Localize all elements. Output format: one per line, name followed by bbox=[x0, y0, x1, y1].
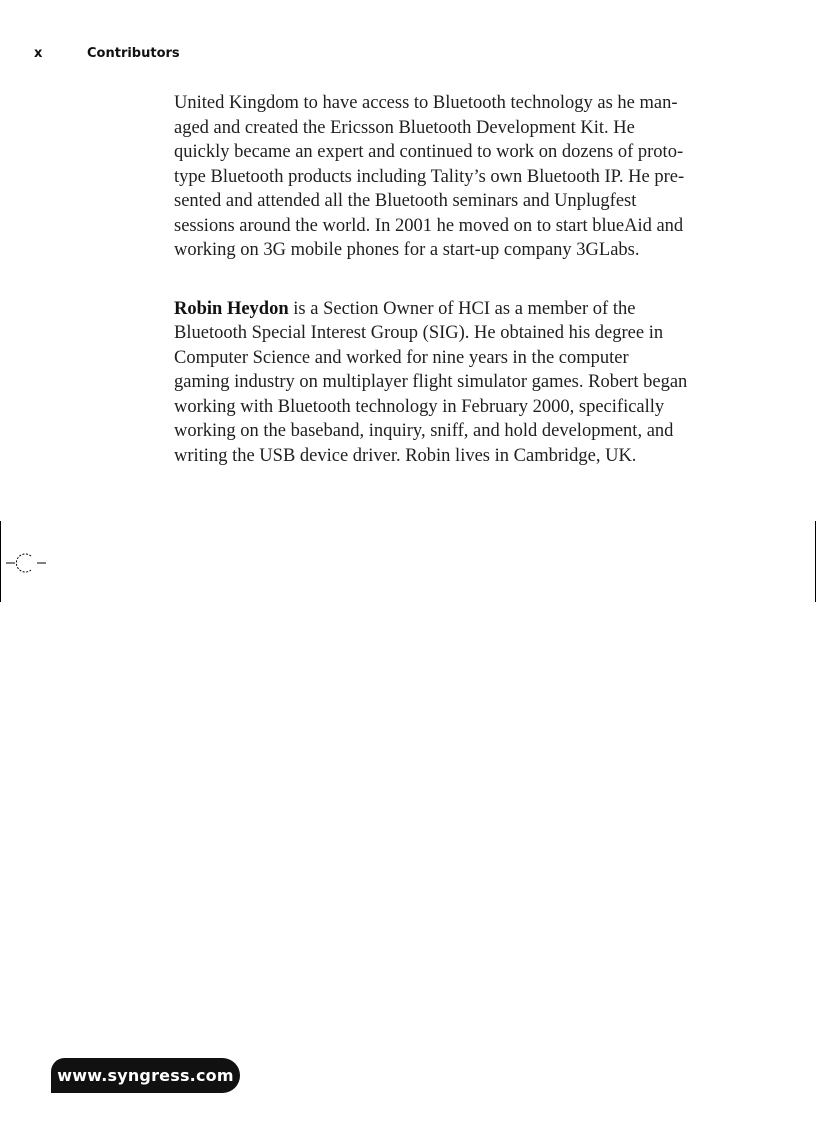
body-text bbox=[174, 91, 704, 468]
section-title: Contributors bbox=[87, 46, 180, 61]
registration-mark-icon bbox=[6, 552, 46, 574]
page-number: x bbox=[34, 46, 43, 61]
bio-text: is a Section Owner of HCI as a member of the Bluetooth Special Interest Group (SIG). He obtained his degree in Computer Science and worked for nine years in the computer gaming industry on multiplayer flight simulator games. Robert began working with Bluetooth technology in February 2000, specifically working on the baseband, inquiry, sniff, and hold development, and writing the USB device driver. Robin lives in Cambridge, UK. bbox=[174, 298, 688, 466]
publisher-url: www.syngress.com bbox=[57, 1066, 234, 1085]
crop-mark-left bbox=[0, 521, 1, 602]
publisher-url-badge bbox=[51, 1058, 240, 1093]
contributor-name: Robin Heydon bbox=[174, 298, 289, 319]
paragraph-bio bbox=[174, 297, 704, 469]
paragraph-continuation: United Kingdom to have access to Bluetooth technology as he man- aged and created the Ericsson Bluetooth Development Kit. He quickly became an expert and continued to work on dozens of proto- type Bluetooth products including Tality’s own Bluetooth IP. He pre- sented and attended all the Bluetooth seminars and Unplugfest sessions around the world. In 2001 he moved on to start blueAid and working on 3G mobile phones for a start-up company 3GLabs. bbox=[174, 93, 685, 260]
running-head bbox=[34, 46, 180, 61]
